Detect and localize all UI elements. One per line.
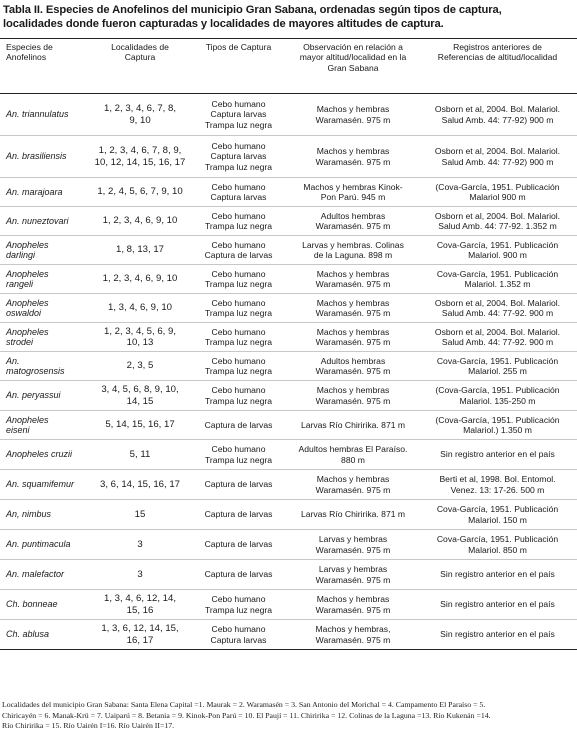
cell-species xyxy=(0,136,91,178)
text-line: Captura xyxy=(124,52,156,63)
text-line: An, nimbus xyxy=(6,509,52,520)
text-line: Cebo humano xyxy=(211,624,266,635)
text-line: Larvas Río Chiririka. 871 m xyxy=(300,419,406,430)
text-line: Venez. 13: 17-26. 500 m xyxy=(450,484,545,495)
cell-previous-records xyxy=(418,560,577,590)
text-line: Waramasén. 975 m xyxy=(315,279,391,289)
table-row xyxy=(0,530,577,560)
text-line: Localidades del municipio Gran Sabana: Santa Elena Capital =1. Maurak = 2. Waramasén = 3. San Antonio del Morichal = 4. Campamento El Paraíso = 5. xyxy=(2,700,486,709)
text-line: Trampa luz negra xyxy=(204,119,273,130)
text-line: Salud Amb. 44: 77-92) 900 m xyxy=(441,114,554,125)
cell-capture-type xyxy=(189,590,288,620)
cell-localities xyxy=(91,620,189,650)
text-line: Adultos hembras xyxy=(320,355,386,366)
text-line: Machos y hembras, xyxy=(315,624,391,635)
cell-species xyxy=(0,294,91,323)
cell-species xyxy=(0,265,91,294)
cell-observation xyxy=(288,352,418,381)
text-line: Malariol. 150 m xyxy=(468,514,527,525)
text-line: Localidades de xyxy=(111,42,169,52)
cell-localities xyxy=(91,352,189,381)
text-line: Trampa luz negra xyxy=(204,395,273,406)
cell-previous-records xyxy=(418,590,577,620)
cell-previous-records xyxy=(418,94,577,136)
text-line: Malariol.) 1.350 m xyxy=(463,425,532,435)
cell-localities xyxy=(91,530,189,560)
cell-species xyxy=(0,411,91,440)
text-line: 1, 3, 4, 6, 12, 14, xyxy=(103,593,176,605)
text-line: Waramasén. 975 m xyxy=(315,366,391,376)
text-line: Osborn et al, 2004. Bol. Malariol. xyxy=(434,146,561,157)
text-line: Ch. bonneae xyxy=(6,599,58,610)
cell-capture-type xyxy=(189,207,288,236)
text-line: Anofelinos xyxy=(6,52,47,63)
cell-localities xyxy=(91,440,189,470)
text-line: 1, 3, 6, 12, 14, 15, xyxy=(101,623,179,635)
cell-species xyxy=(0,560,91,590)
text-line: Registros anteriores de xyxy=(453,42,542,52)
text-line: Malariol 900 m xyxy=(469,192,526,202)
text-line: Anopheles xyxy=(6,414,49,425)
text-line: Trampa luz negra xyxy=(204,454,273,465)
text-line: Cova-García, 1951. Publicación xyxy=(436,355,559,366)
text-line: Waramasén. 975 m xyxy=(315,114,391,125)
text-line: Sin registro anterior en el país xyxy=(440,569,555,580)
text-line: Cebo humano xyxy=(211,210,266,221)
cell-localities xyxy=(91,323,189,352)
text-line: Cova-García, 1951. Publicación xyxy=(436,534,559,545)
header-localities xyxy=(91,39,189,94)
cell-species xyxy=(0,236,91,265)
text-line: Río Chiririka = 15. Río Uairén I=16. Río Uairén II=17. xyxy=(2,721,175,731)
text-line: matogrosensis xyxy=(6,366,65,376)
text-line: Larvas Río Chiririka. 871 m xyxy=(300,509,406,520)
table-row xyxy=(0,352,577,381)
table-row xyxy=(0,265,577,294)
text-line: 1, 2, 3, 4, 6, 9, 10 xyxy=(102,215,178,227)
table-row xyxy=(0,560,577,590)
text-line: Sin registro anterior en el país xyxy=(440,599,555,610)
text-line: Captura larvas xyxy=(210,109,267,120)
table-row xyxy=(0,381,577,411)
text-line: Waramasén. 975 m xyxy=(315,395,391,406)
cell-localities xyxy=(91,294,189,323)
text-line: 1, 2, 4, 5, 6, 7, 9, 10 xyxy=(97,186,183,198)
text-line: 1, 2, 3, 4, 5, 6, 9, xyxy=(104,325,176,337)
cell-observation xyxy=(288,620,418,650)
text-line: An. xyxy=(6,355,20,366)
cell-localities xyxy=(91,470,189,500)
text-line: Cebo humano xyxy=(211,326,266,337)
cell-localities xyxy=(91,590,189,620)
text-line: (Cova-García, 1951. Publicación xyxy=(435,385,560,396)
text-line: Trampa luz negra xyxy=(204,604,273,615)
text-line: Machos y hembras xyxy=(316,146,390,157)
cell-species xyxy=(0,620,91,650)
text-line: Machos y hembras xyxy=(316,385,390,396)
text-line: Waramasén. 975 m xyxy=(315,337,391,347)
text-line: Referencias de altitud/localidad xyxy=(437,52,558,63)
cell-previous-records xyxy=(418,323,577,352)
cell-previous-records xyxy=(418,294,577,323)
table-row xyxy=(0,178,577,207)
cell-observation xyxy=(288,381,418,411)
text-line: mayor altitud/localidad en la xyxy=(299,52,407,63)
cell-observation xyxy=(288,236,418,265)
text-line: Osborn et al, 2004. Bol. Malariol. xyxy=(434,297,561,308)
cell-observation xyxy=(288,323,418,352)
text-line: Captura de larvas xyxy=(204,479,273,490)
text-line: (Cova-García, 1951. Publicación xyxy=(435,181,560,192)
text-line: Trampa luz negra xyxy=(204,221,273,231)
text-line: Captura larvas xyxy=(210,151,267,162)
header-previous-records xyxy=(418,39,577,94)
text-line: 880 m xyxy=(341,454,365,465)
cell-species xyxy=(0,381,91,411)
cell-previous-records xyxy=(418,620,577,650)
text-line: Adultos hembras xyxy=(320,210,386,221)
text-line: Captura de larvas xyxy=(204,250,273,260)
header-observation xyxy=(288,39,418,94)
text-line: Sin registro anterior en el país xyxy=(440,449,555,460)
text-line: strodei xyxy=(6,337,34,347)
text-line: Malariol. 850 m xyxy=(468,544,527,555)
text-line: Anopheles xyxy=(6,297,49,308)
table-row xyxy=(0,136,577,178)
text-line: Pon Parú. 945 m xyxy=(320,192,386,202)
cell-species xyxy=(0,500,91,530)
text-line: Cebo humano xyxy=(211,181,266,192)
text-line: localidades donde fueron capturadas y localidades de mayores altitudes de captura. xyxy=(3,17,444,30)
text-line: 15, 16 xyxy=(126,604,154,616)
text-line: Cebo humano xyxy=(211,239,266,250)
cell-observation xyxy=(288,294,418,323)
text-line: Cebo humano xyxy=(211,297,266,308)
cell-observation xyxy=(288,411,418,440)
text-line: Osborn et al, 2004. Bol. Malariol. xyxy=(434,104,561,115)
text-line: 9, 10 xyxy=(129,114,151,126)
text-line: Especies de xyxy=(6,42,53,52)
cell-capture-type xyxy=(189,500,288,530)
cell-species xyxy=(0,323,91,352)
table-row xyxy=(0,236,577,265)
cell-localities xyxy=(91,136,189,178)
text-line: 1, 2, 3, 4, 6, 7, 8, xyxy=(104,103,176,115)
text-line: Berti et al, 1998. Bol. Entomol. xyxy=(439,474,556,485)
text-line: Cebo humano xyxy=(211,140,266,151)
text-line: Machos y hembras xyxy=(316,326,390,337)
cell-species xyxy=(0,207,91,236)
cell-capture-type xyxy=(189,294,288,323)
table-row xyxy=(0,620,577,650)
cell-capture-type xyxy=(189,265,288,294)
text-line: darlingi xyxy=(6,250,36,260)
cell-previous-records xyxy=(418,411,577,440)
species-table xyxy=(0,38,577,650)
cell-capture-type xyxy=(189,323,288,352)
cell-previous-records xyxy=(418,178,577,207)
text-line: Waramasén. 975 m xyxy=(315,544,391,555)
cell-localities xyxy=(91,94,189,136)
text-line: Osborn et al, 2004. Bol. Malariol. xyxy=(434,326,561,337)
text-line: Cebo humano xyxy=(211,385,266,396)
cell-observation xyxy=(288,440,418,470)
text-line: 1, 8, 13, 17 xyxy=(115,244,164,256)
cell-observation xyxy=(288,265,418,294)
localities-footnote xyxy=(2,700,577,732)
text-line: Captura larvas xyxy=(210,634,267,645)
text-line: Trampa luz negra xyxy=(204,279,273,289)
text-line: An. puntimacula xyxy=(6,539,71,550)
text-line: An. nuneztovari xyxy=(6,215,69,226)
text-line: Malariol. 900 m xyxy=(468,250,527,260)
text-line: Waramasén. 975 m xyxy=(315,604,391,615)
text-line: Larvas y hembras xyxy=(318,534,388,545)
cell-capture-type xyxy=(189,178,288,207)
text-line: Captura larvas xyxy=(210,192,267,202)
cell-species xyxy=(0,352,91,381)
cell-localities xyxy=(91,236,189,265)
text-line: Captura de larvas xyxy=(204,539,273,550)
text-line: Cebo humano xyxy=(211,355,266,366)
text-line: de la Laguna. 898 m xyxy=(313,250,393,260)
cell-capture-type xyxy=(189,560,288,590)
cell-previous-records xyxy=(418,530,577,560)
text-line: Captura de larvas xyxy=(204,569,273,580)
cell-capture-type xyxy=(189,411,288,440)
cell-observation xyxy=(288,207,418,236)
text-line: 5, 11 xyxy=(129,448,151,460)
cell-species xyxy=(0,530,91,560)
cell-previous-records xyxy=(418,236,577,265)
cell-localities xyxy=(91,411,189,440)
text-line: Machos y hembras xyxy=(316,474,390,485)
text-line: Ch. ablusa xyxy=(6,629,50,640)
text-line: Larvas y hembras. Colinas xyxy=(302,239,404,250)
text-line: Gran Sabana xyxy=(327,62,379,73)
cell-capture-type xyxy=(189,352,288,381)
cell-capture-type xyxy=(189,440,288,470)
cell-previous-records xyxy=(418,470,577,500)
text-line: Cebo humano xyxy=(211,594,266,605)
text-line: Machos y hembras xyxy=(316,594,390,605)
text-line: Anopheles xyxy=(6,268,49,279)
text-line: Trampa luz negra xyxy=(204,161,273,172)
table-row xyxy=(0,590,577,620)
text-line: Cebo humano xyxy=(211,444,266,455)
text-line: eiseni xyxy=(6,425,30,435)
text-line: 15 xyxy=(134,508,146,520)
text-line: Observación en relación a xyxy=(303,42,403,52)
text-line: Machos y hembras xyxy=(316,297,390,308)
table-row xyxy=(0,94,577,136)
text-line: Waramasén. 975 m xyxy=(315,221,391,231)
text-line: Adultos hembras El Paraíso. xyxy=(298,444,408,455)
cell-previous-records xyxy=(418,136,577,178)
cell-localities xyxy=(91,381,189,411)
text-line: An. squamifemur xyxy=(6,479,75,490)
text-line: Waramasén. 975 m xyxy=(315,634,391,645)
table-row xyxy=(0,411,577,440)
text-line: (Cova-García, 1951. Publicación xyxy=(435,414,560,425)
cell-localities xyxy=(91,560,189,590)
cell-observation xyxy=(288,530,418,560)
cell-capture-type xyxy=(189,94,288,136)
text-line: Osborn et al, 2004. Bol. Malariol. xyxy=(434,210,561,221)
text-line: Trampa luz negra xyxy=(204,337,273,347)
table-row xyxy=(0,500,577,530)
text-line: An. marajoara xyxy=(6,186,63,197)
text-line: Waramasén. 975 m xyxy=(315,156,391,167)
text-line: 1, 2, 3, 4, 6, 9, 10 xyxy=(102,273,178,285)
cell-previous-records xyxy=(418,265,577,294)
cell-observation xyxy=(288,560,418,590)
text-line: 2, 3, 5 xyxy=(126,360,154,372)
cell-previous-records xyxy=(418,207,577,236)
text-line: An. triannulatus xyxy=(6,109,69,120)
table-row xyxy=(0,440,577,470)
text-line: 5, 14, 15, 16, 17 xyxy=(105,419,175,431)
text-line: Waramasén. 975 m xyxy=(315,574,391,585)
cell-previous-records xyxy=(418,352,577,381)
text-line: Cebo humano xyxy=(211,98,266,109)
text-line: Captura de larvas xyxy=(204,509,273,520)
text-line: Cebo humano xyxy=(211,268,266,279)
header-capture-type xyxy=(189,39,288,94)
cell-species xyxy=(0,178,91,207)
text-line: Salud Amb. 44: 77-92. 1.352 m xyxy=(438,221,557,231)
cell-localities xyxy=(91,500,189,530)
text-line: 3, 4, 5, 6, 8, 9, 10, xyxy=(101,384,179,396)
cell-capture-type xyxy=(189,530,288,560)
table-row xyxy=(0,207,577,236)
text-line: Waramasén. 975 m xyxy=(315,308,391,318)
cell-localities xyxy=(91,207,189,236)
text-line: Cova-García, 1951. Publicación xyxy=(436,268,559,279)
text-line: 3, 6, 14, 15, 16, 17 xyxy=(99,478,180,490)
text-line: Anopheles cruzii xyxy=(6,449,73,460)
cell-observation xyxy=(288,178,418,207)
text-line: An. brasiliensis xyxy=(6,151,67,162)
text-line: Cova-García, 1951. Publicación xyxy=(436,504,559,515)
text-line: Malariol. 135-250 m xyxy=(459,395,536,406)
text-line: 3 xyxy=(137,568,143,580)
text-line: Anopheles xyxy=(6,239,49,250)
cell-previous-records xyxy=(418,500,577,530)
table-row xyxy=(0,294,577,323)
text-line: Chiricayén = 6. Manak-Krü = 7. Uaiparú = 8. Betania = 9. Kinok-Pon Parú = 10. El Paují = 11. Chiririka = 12. Colinas de la Laguna =13. Río Kukenán =14. xyxy=(2,710,491,720)
text-line: Sin registro anterior en el país xyxy=(440,629,555,640)
text-line: Anopheles xyxy=(6,326,49,337)
cell-capture-type xyxy=(189,136,288,178)
text-line: 3 xyxy=(137,538,143,550)
table-row xyxy=(0,470,577,500)
text-line: Tipos de Captura xyxy=(205,42,272,52)
cell-capture-type xyxy=(189,470,288,500)
text-line: An. malefactor xyxy=(6,569,65,580)
cell-observation xyxy=(288,94,418,136)
text-line: Salud Amb. 44: 77-92. 900 m xyxy=(441,337,554,347)
cell-species xyxy=(0,440,91,470)
text-line: Machos y hembras xyxy=(316,268,390,279)
table-header-row xyxy=(0,39,577,94)
cell-observation xyxy=(288,590,418,620)
text-line: Salud Amb. 44: 77-92) 900 m xyxy=(441,156,554,167)
cell-capture-type xyxy=(189,236,288,265)
text-line: Waramasén. 975 m xyxy=(315,484,391,495)
text-line: Machos y hembras Kinok- xyxy=(303,181,403,192)
text-line: rangeli xyxy=(6,279,34,289)
text-line: Malariol. 255 m xyxy=(468,366,527,376)
cell-previous-records xyxy=(418,381,577,411)
cell-previous-records xyxy=(418,440,577,470)
cell-species xyxy=(0,94,91,136)
cell-capture-type xyxy=(189,381,288,411)
cell-observation xyxy=(288,136,418,178)
text-line: 1, 2, 3, 4, 6, 7, 8, 9, xyxy=(98,145,182,157)
text-line: oswaldoi xyxy=(6,308,42,318)
cell-species xyxy=(0,470,91,500)
cell-observation xyxy=(288,470,418,500)
text-line: Tabla II. Especies de Anofelinos del municipio Gran Sabana, ordenadas según tipos de captura, xyxy=(3,4,502,16)
header-species xyxy=(0,39,91,94)
text-line: Salud Amb. 44: 77-92. 900 m xyxy=(441,308,554,318)
text-line: Machos y hembras xyxy=(316,104,390,115)
text-line: Larvas y hembras xyxy=(318,564,388,575)
text-line: 16, 17 xyxy=(126,634,154,646)
cell-capture-type xyxy=(189,620,288,650)
cell-species xyxy=(0,590,91,620)
text-line: Captura de larvas xyxy=(204,419,273,430)
text-line: 10, 12, 14, 15, 16, 17 xyxy=(94,156,186,168)
cell-observation xyxy=(288,500,418,530)
text-line: 10, 13 xyxy=(126,337,154,348)
text-line: Trampa luz negra xyxy=(204,366,273,376)
text-line: An. peryassui xyxy=(6,390,61,401)
text-line: 1, 3, 4, 6, 9, 10 xyxy=(107,302,172,314)
text-line: Cova-García, 1951. Publicación xyxy=(436,239,559,250)
text-line: 14, 15 xyxy=(126,395,154,407)
text-line: Malariol. 1.352 m xyxy=(464,279,531,289)
text-line: Trampa luz negra xyxy=(204,308,273,318)
table-row xyxy=(0,323,577,352)
table-title xyxy=(3,4,575,31)
cell-localities xyxy=(91,178,189,207)
cell-localities xyxy=(91,265,189,294)
